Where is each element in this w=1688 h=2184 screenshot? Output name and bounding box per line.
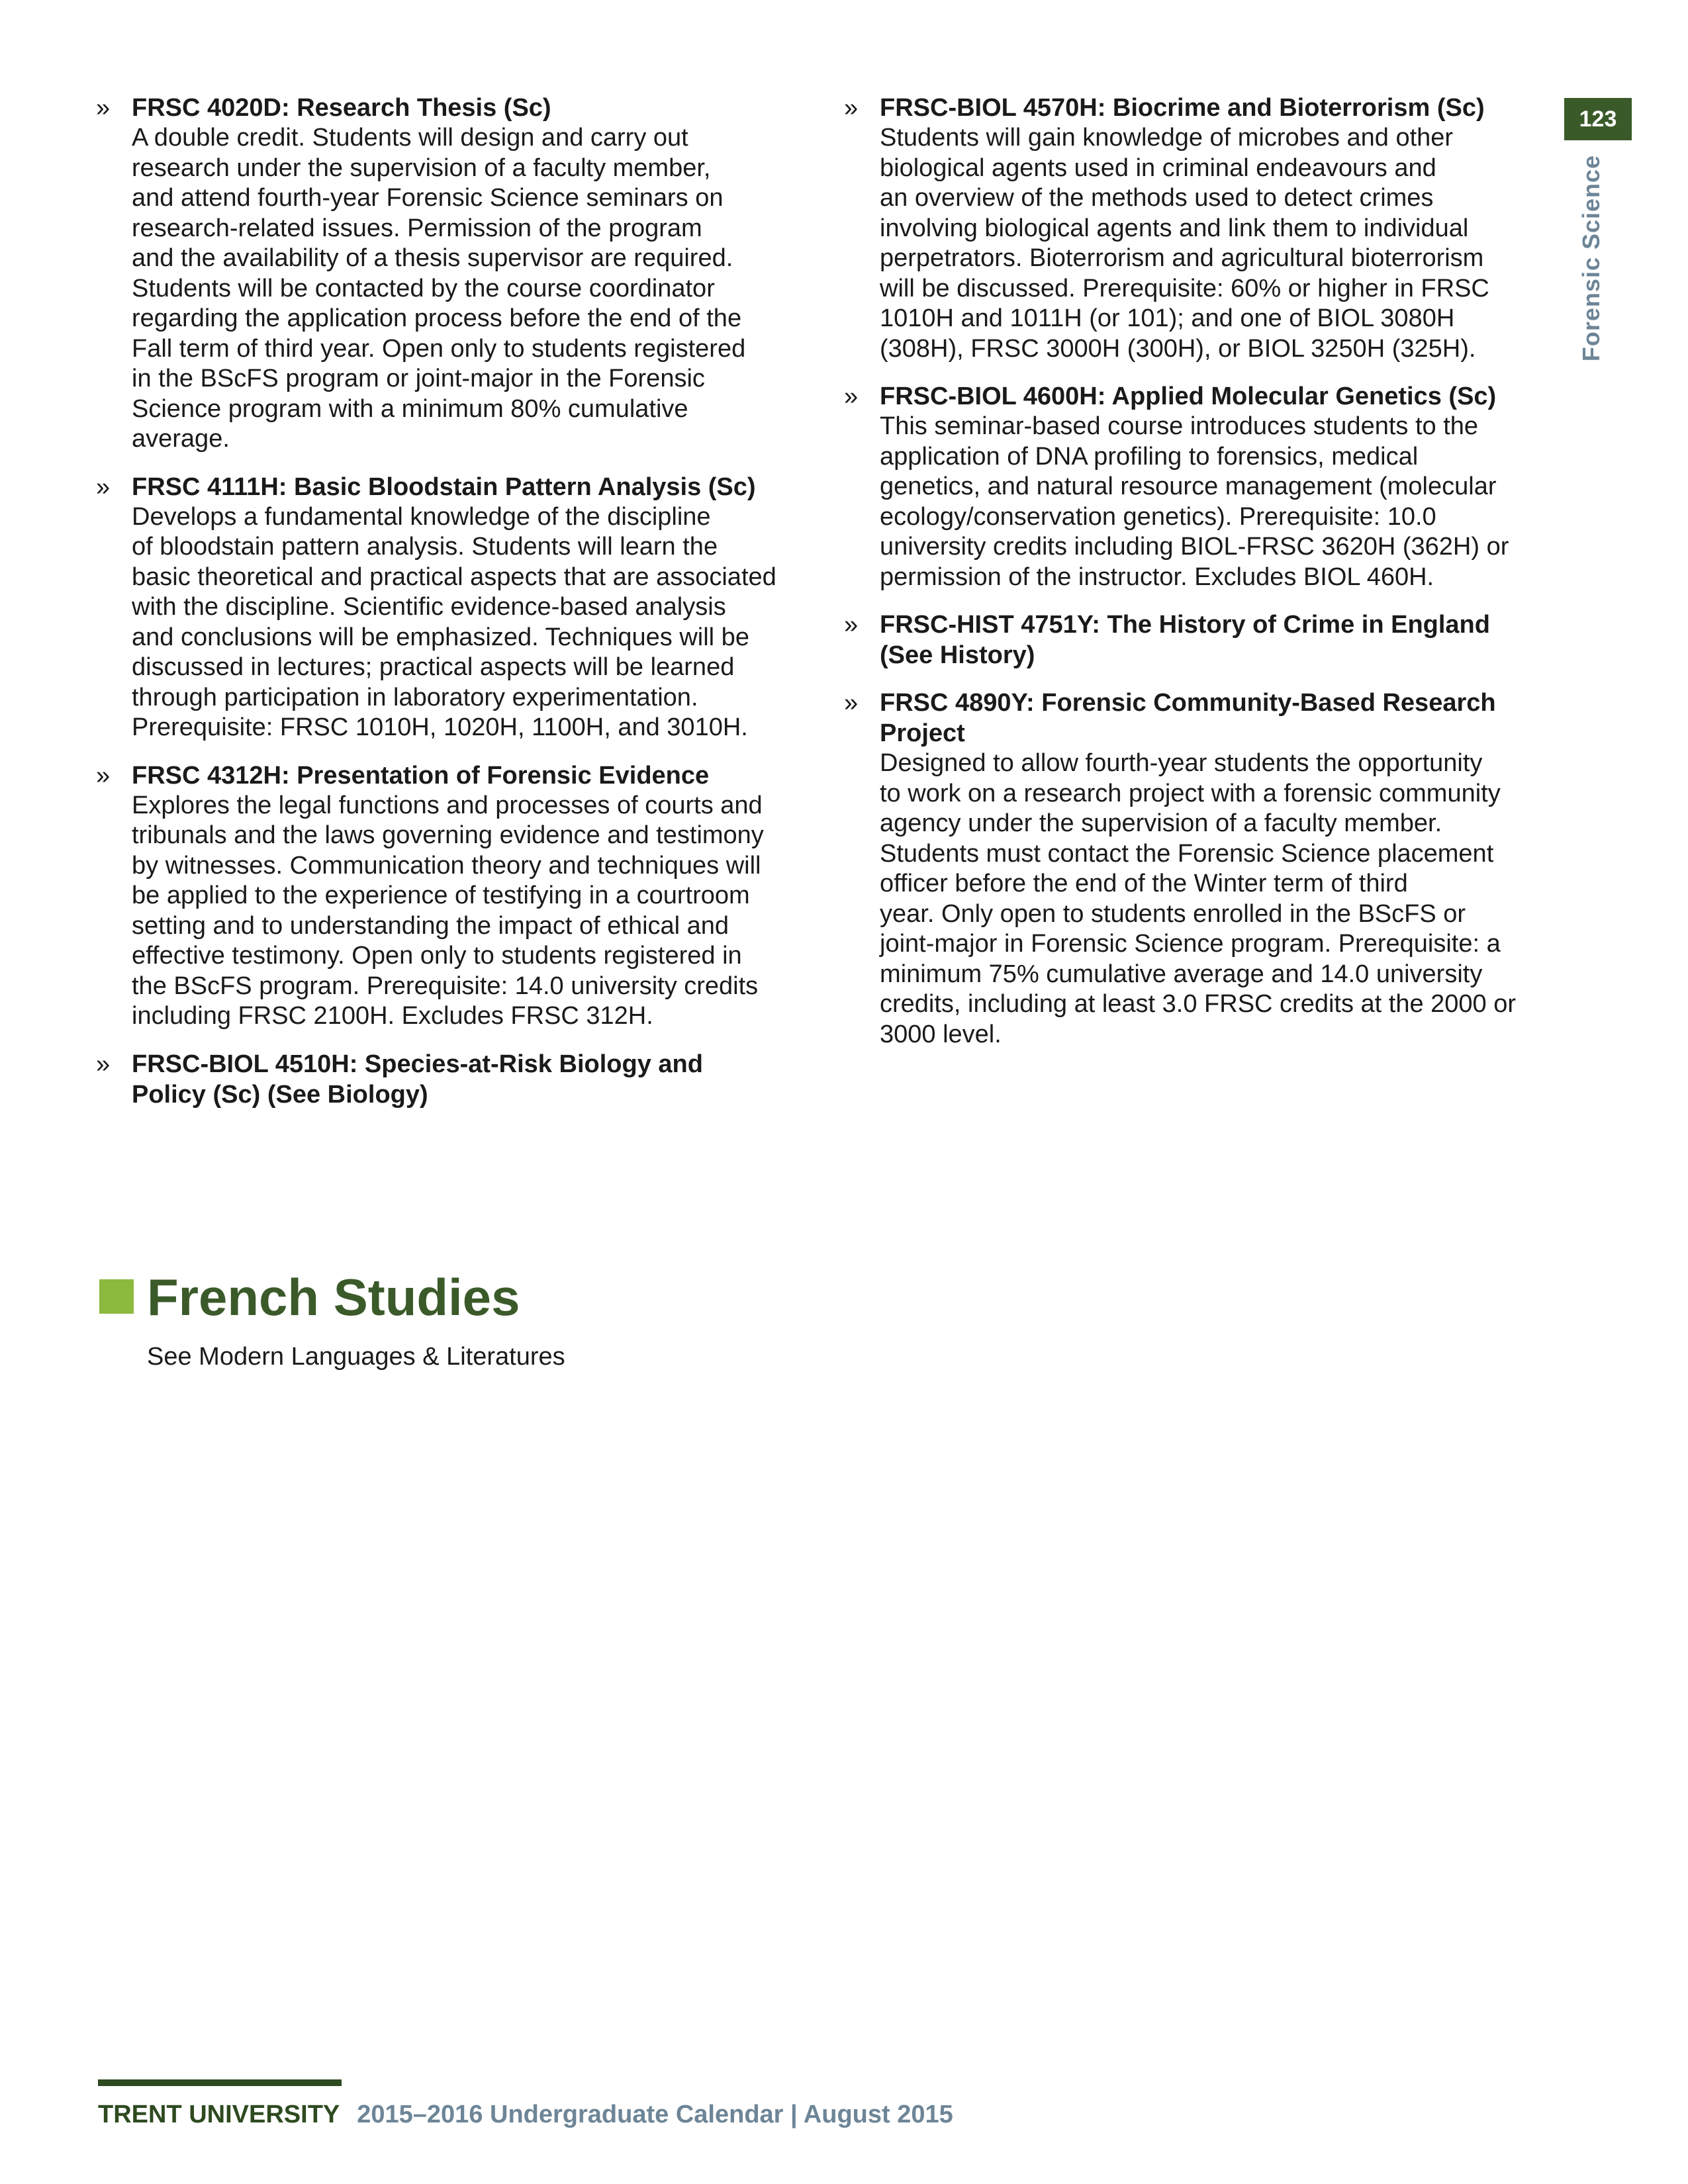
title-line: FRSC-HIST 4751Y: The History of Crime in England [880,611,1490,639]
desc-line: Explores the legal functions and processes of courts and [132,791,763,819]
desc-line: year. Only open to students enrolled in the BScFS or [880,899,1466,928]
footer-calendar: 2015–2016 Undergraduate Calendar | August 2015 [357,2101,953,2128]
title-line: FRSC-BIOL 4510H: Species-at-Risk Biology and [132,1050,703,1078]
desc-line: tribunals and the laws governing evidence and testimony [132,821,764,849]
bullet-glyph: » [844,94,859,122]
desc-line: discussed in lectures; practical aspects will be learned [132,653,735,681]
course-title: FRSC-BIOL 4600H: Applied Molecular Genetics (Sc) [880,383,1497,410]
desc-line: minimum 75% cumulative average and 14.0 university [880,960,1483,988]
bullet-glyph: » [844,689,859,717]
course-title: FRSC-BIOL 4570H: Biocrime and Bioterrorism (Sc) [880,94,1485,122]
course-entry [96,472,804,743]
desc-line: university credits including BIOL-FRSC 3620H (362H) or [880,533,1509,561]
desc-line: Fall term of third year. Open only to students registered [132,334,746,363]
desc-line: will be discussed. Prerequisite: 60% or higher in FRSC [880,274,1489,302]
desc-line: in the BScFS program or joint-major in the Forensic [132,365,705,392]
course-entry [844,610,1559,670]
desc-line: agency under the supervision of a faculty member. [880,809,1442,837]
course-title [132,1049,804,1110]
desc-line: Students must contact the Forensic Science placement [880,839,1494,868]
desc-line: genetics, and natural resource management (molecular [880,473,1497,500]
course-description [880,123,1559,364]
desc-line: A double credit. Students will design and carry out [132,124,688,152]
course-title [880,610,1559,670]
course-title [880,688,1559,749]
course-description [880,749,1559,1050]
desc-line: application of DNA profiling to forensics, medical [880,442,1419,471]
course-entry [844,381,1559,592]
desc-line: officer before the end of the Winter term of third [880,870,1408,897]
bullet-glyph: » [96,1050,111,1078]
desc-line: ecology/conservation genetics). Prerequisite: 10.0 [880,502,1436,531]
title-line: FRSC 4890Y: Forensic Community-Based Research [880,689,1496,717]
course-description [880,412,1559,592]
desc-line: the BScFS program. Prerequisite: 14.0 university credits [132,972,759,1000]
desc-line: setting and to understanding the impact of ethical and [132,911,729,940]
desc-line: effective testimony. Open only to students registered in [132,942,742,970]
desc-line: This seminar-based course introduces students to the [880,412,1479,440]
course-entry [96,93,804,455]
desc-line: and the availability of a thesis supervisor are required. [132,244,733,272]
desc-line: including FRSC 2100H. Excludes FRSC 312H. [132,1002,653,1030]
desc-line: Develops a fundamental knowledge of the discipline [132,502,711,531]
desc-line: perpetrators. Bioterrorism and agricultural bioterrorism [880,244,1484,272]
footer-rule [98,2079,342,2086]
desc-line: an overview of the methods used to detect crimes [880,184,1434,212]
course-description [132,502,804,743]
bullet-glyph: » [96,473,111,501]
desc-line: basic theoretical and practical aspects that are associated [132,563,776,591]
course-title: FRSC 4111H: Basic Bloodstain Pattern Analysis (Sc) [132,473,756,501]
desc-line: of bloodstain pattern analysis. Students will learn the [132,533,718,561]
desc-line: credits, including at least 3.0 FRSC credits at the 2000 or [880,990,1517,1018]
section-side-label: Forensic Science [1577,154,1605,362]
course-description [132,123,804,455]
desc-line: with the discipline. Scientific evidence-based analysis [132,593,726,621]
footer-university: TRENT UNIVERSITY [98,2101,340,2128]
course-entry [96,1049,804,1110]
section-cross-reference: See Modern Languages & Literatures [147,1343,565,1371]
bullet-glyph: » [844,383,859,410]
left-column [96,93,804,1127]
course-title: FRSC 4020D: Research Thesis (Sc) [132,94,551,122]
desc-line: Students will gain knowledge of microbes and other [880,124,1454,152]
desc-line: regarding the application process before the end of the [132,304,742,332]
desc-line: through participation in laboratory experimentation. [132,683,698,711]
course-title: FRSC 4312H: Presentation of Forensic Evidence [132,761,710,790]
desc-line: Designed to allow fourth-year students the opportunity [880,749,1483,777]
desc-line: be applied to the experience of testifying in a courtroom [132,882,750,909]
desc-line: research-related issues. Permission of the program [132,214,702,242]
section-heading: French Studies [147,1268,520,1326]
title-line: Project [880,719,965,747]
desc-line: Prerequisite: FRSC 1010H, 1020H, 1100H, and 3010H. [132,713,748,741]
section-square-icon [99,1279,134,1314]
desc-line: Students will be contacted by the course coordinator [132,274,715,302]
course-entry [844,93,1559,364]
page-footer [98,2098,953,2131]
desc-line: (308H), FRSC 3000H (300H), or BIOL 3250H (325H). [880,334,1476,363]
bullet-glyph: » [96,761,111,790]
desc-line: permission of the instructor. Excludes BIOL 460H. [880,563,1434,591]
desc-line: joint-major in Forensic Science program. Prerequisite: a [880,930,1501,958]
desc-line: and conclusions will be emphasized. Techniques will be [132,623,749,651]
desc-line: average. [132,425,230,453]
desc-line: research under the supervision of a faculty member, [132,154,711,182]
desc-line: 3000 level. [880,1020,1002,1048]
desc-line: to work on a research project with a forensic community [880,779,1501,807]
bullet-glyph: » [96,94,111,122]
right-column [844,93,1559,1067]
course-entry [96,760,804,1032]
title-line: Policy (Sc) (See Biology) [132,1080,428,1109]
desc-line: involving biological agents and link them to individual [880,214,1469,242]
desc-line: by witnesses. Communication theory and techniques will [132,851,761,880]
bullet-glyph: » [844,611,859,639]
course-entry [844,688,1559,1050]
desc-line: Science program with a minimum 80% cumulative [132,394,688,423]
course-description [132,791,804,1032]
page-number-badge: 123 [1564,98,1632,140]
title-line: (See History) [880,641,1035,669]
desc-line: biological agents used in criminal endeavours and [880,154,1436,182]
desc-line: 1010H and 1011H (or 101); and one of BIOL 3080H [880,304,1455,332]
desc-line: and attend fourth-year Forensic Science seminars on [132,184,724,212]
